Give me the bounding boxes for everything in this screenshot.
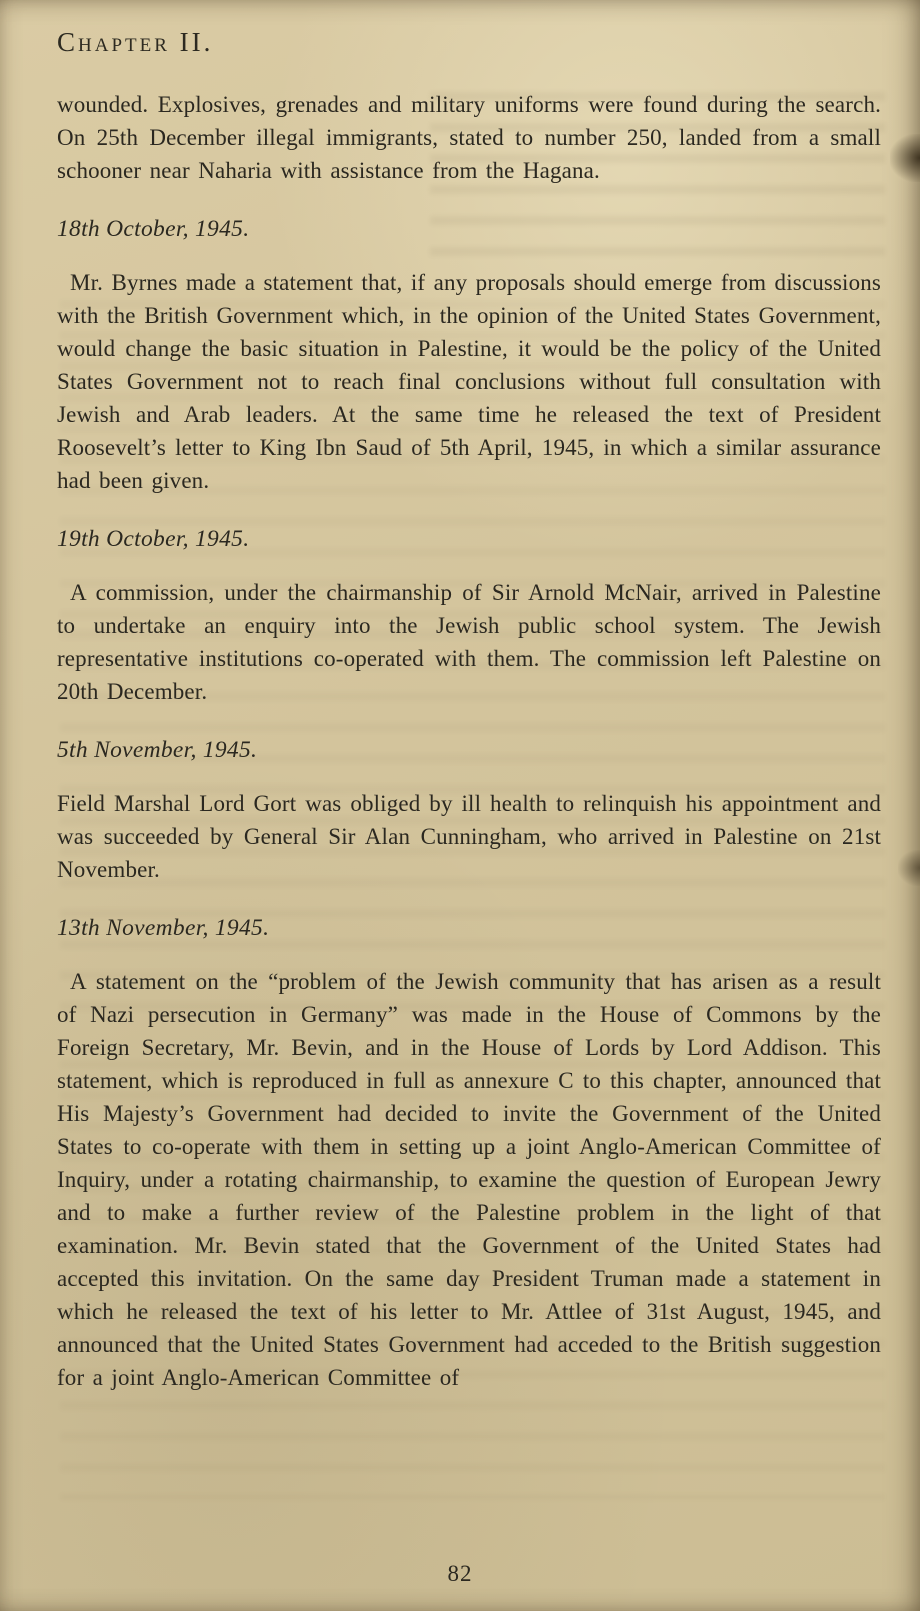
date-heading-18th-october: 18th October, 1945. <box>57 216 250 242</box>
date-heading-13th-november: 13th November, 1945. <box>57 915 270 941</box>
text-column <box>57 26 881 1400</box>
entry-paragraph-5th-november: Field Marshal Lord Gort was obliged by ill health to relinquish his appointment and was succeeded by General Sir Alan Cunningham, who arrived in Palestine on 21st November. <box>57 791 881 882</box>
page-number: 82 <box>447 1561 473 1586</box>
entry-paragraph-18th-october: Mr. Byrnes made a statement that, if any proposals should emerge from discussions with the British Government which, in the opinion of the United States Government, would change the basic situation in Palestine, it would be the policy of the United States Government not to reach final conclusions without full consultation with Jewish and Arab leaders. At the same time he released the text of President Roosevelt’s letter to King Ibn Saud of 5th April, 1945, in which a similar assurance had been given. <box>57 270 881 493</box>
ink-smudge <box>898 850 920 886</box>
entry-paragraph-19th-october: A commission, under the chairmanship of Sir Arnold McNair, arrived in Palestine to undertake an enquiry into the Jewish public school system. The Jewish representative institutions co-operated with them. The commission left Palestine on 20th December. <box>57 580 881 704</box>
date-heading-19th-october: 19th October, 1945. <box>57 526 250 552</box>
date-heading-5th-november: 5th November, 1945. <box>57 737 258 763</box>
entry-paragraph-13th-november: A statement on the “problem of the Jewish community that has arisen as a result of Nazi persecution in Germany” was made in the House of Commons by the Foreign Secretary, Mr. Bevin, and in the House of Lords by Lord Addison. This statement, which is reproduced in full as annexure C to this chapter, announced that His Majesty’s Government had decided to invite the Government of the United States to co-operate with them in setting up a joint Anglo-American Committee of Inquiry, under a rotating chairmanship, to examine the question of European Jewry and to make a further review of the Palestine problem in the light of that examination. Mr. Bevin stated that the Government of the United States had accepted this invitation. On the same day President Truman made a statement in which he released the text of his letter to Mr. Attlee of 31st August, 1945, and announced that the United States Government had acceded to the British suggestion for a joint Anglo-American Committee of <box>57 969 881 1390</box>
ink-smudge <box>890 134 920 182</box>
continuation-paragraph: wounded. Explosives, grenades and military uniforms were found during the search. On 25th December illegal immigrants, stated to number 250, landed from a small schooner near Naharia with assistance from the Hagana. <box>57 92 881 183</box>
chapter-heading: Chapter II. <box>57 27 214 57</box>
